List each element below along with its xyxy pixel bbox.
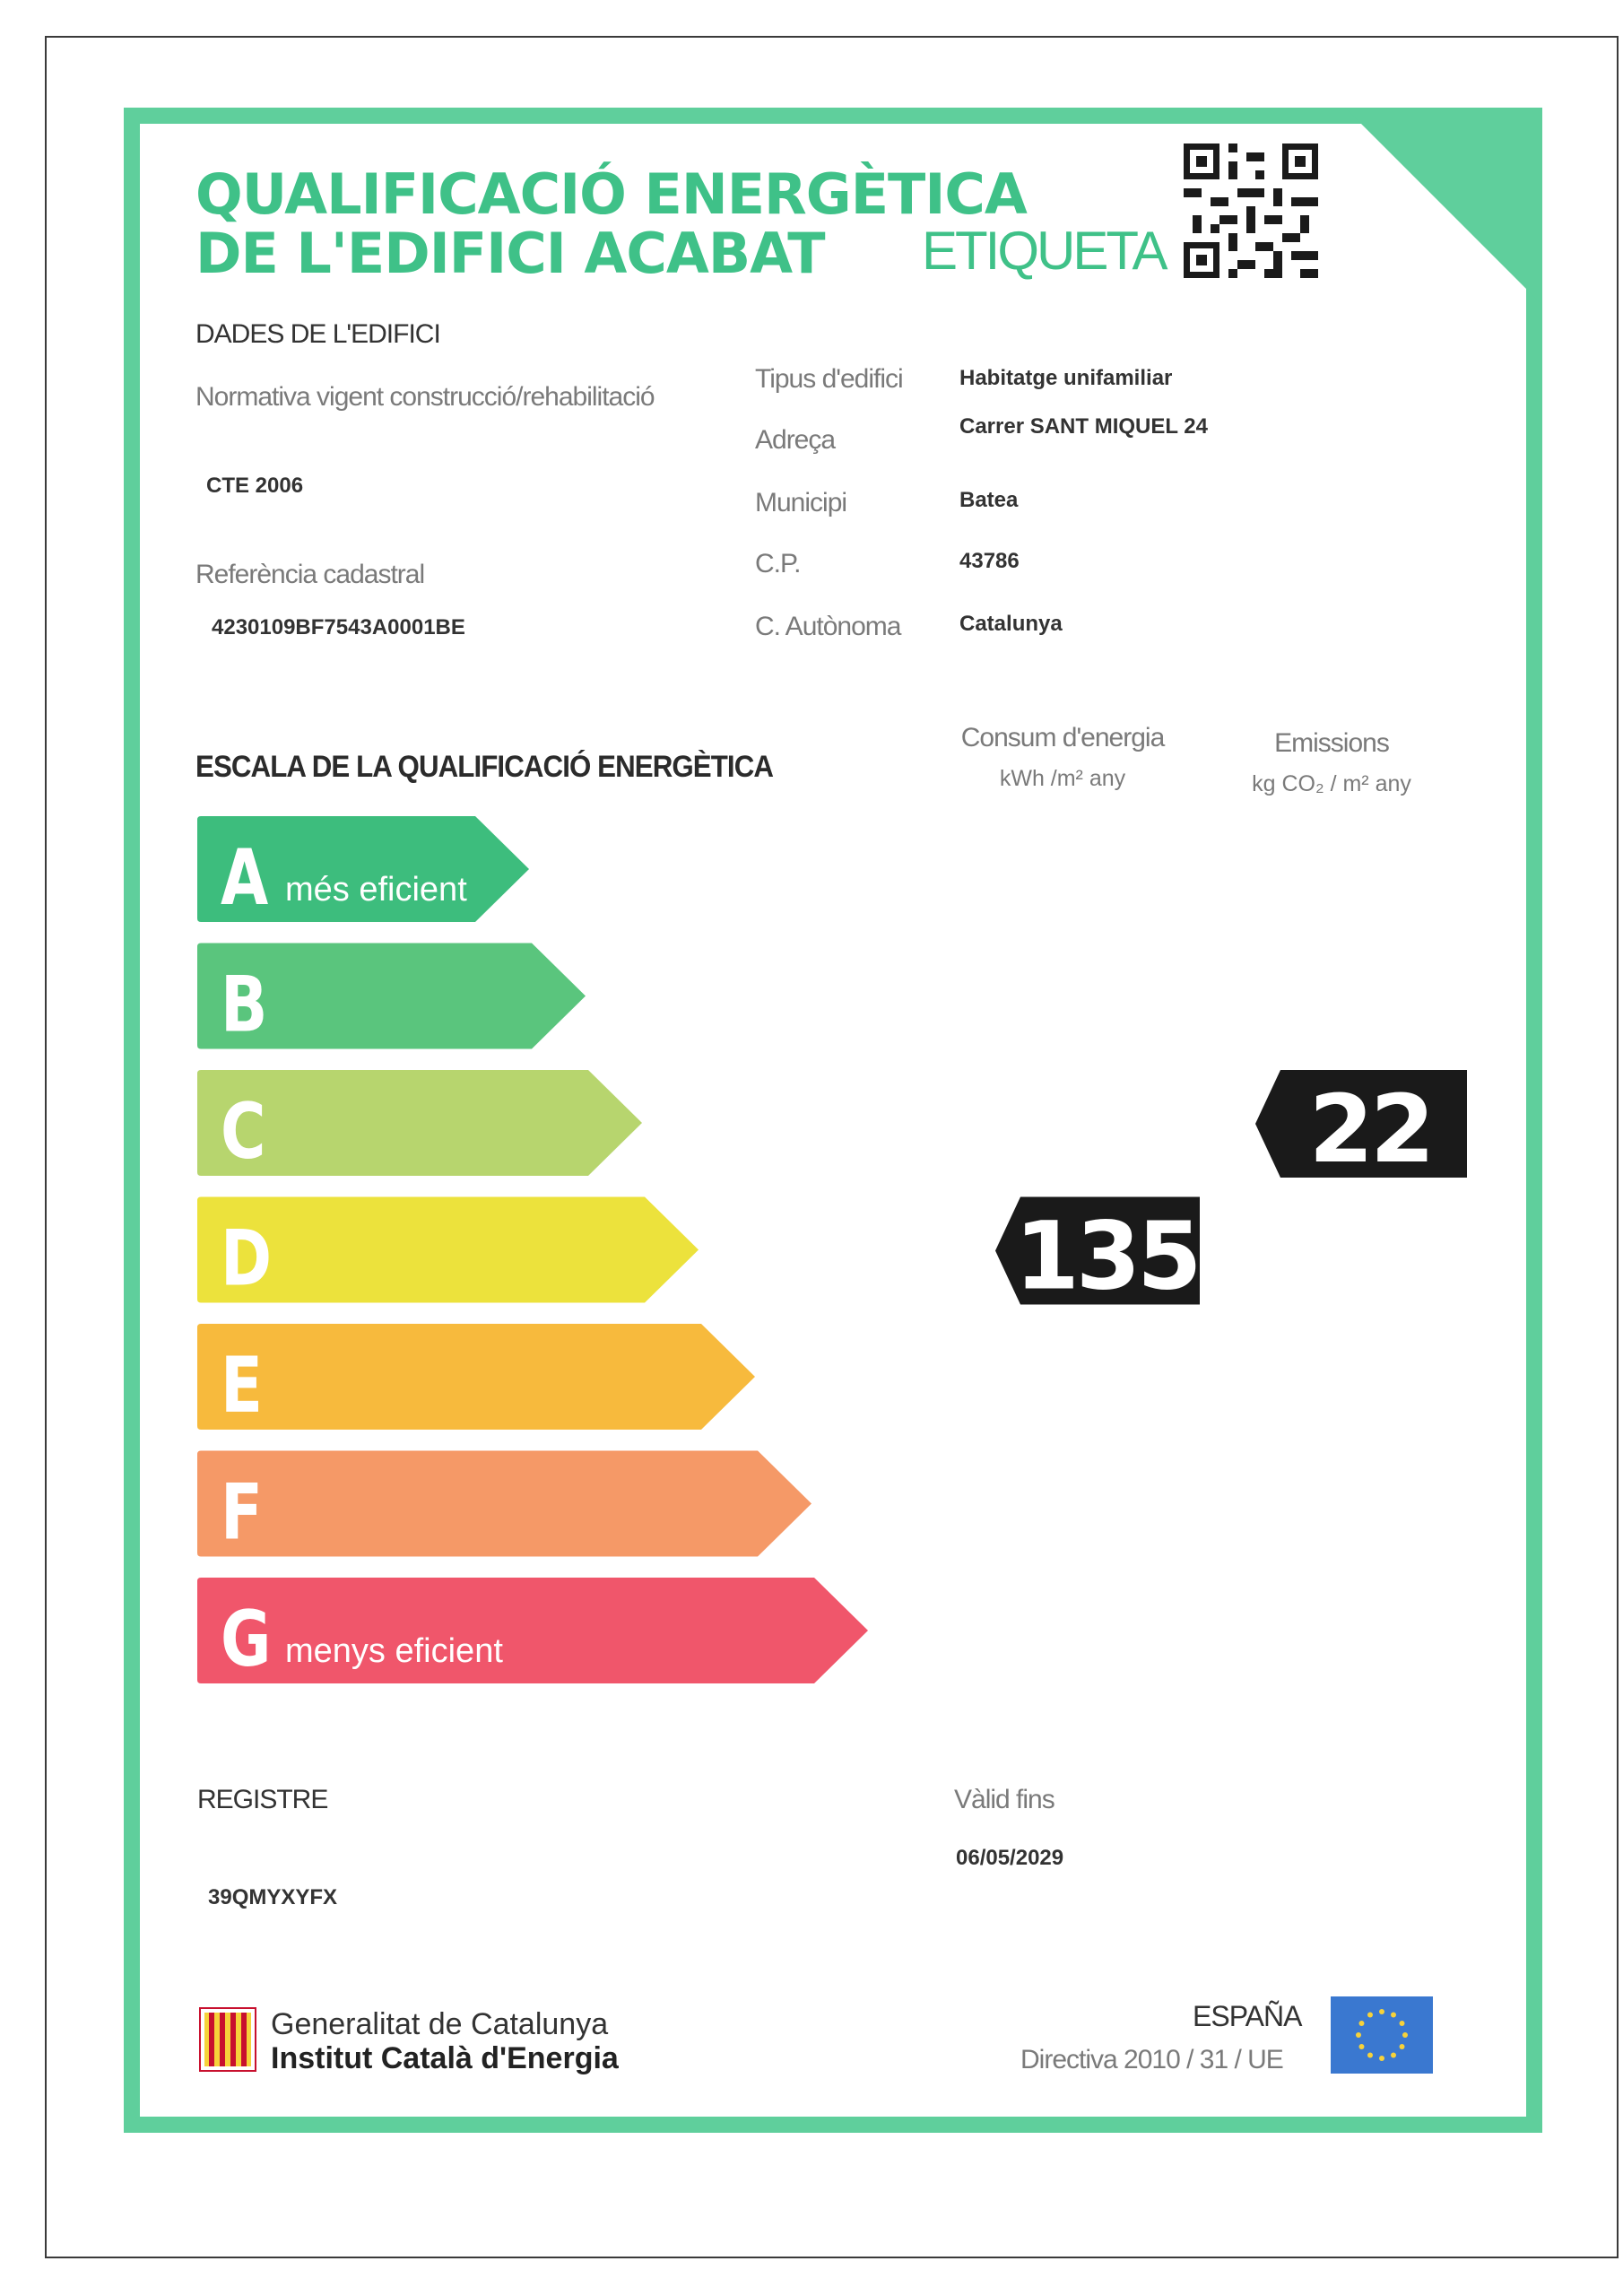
eu-star-icon [1391, 2012, 1396, 2017]
scale-title: ESCALA DE LA QUALIFICACIÓ ENERGÈTICA [195, 750, 774, 784]
scale-band-d [197, 1197, 699, 1304]
scale-band-e [197, 1324, 755, 1431]
normativa-label: Normativa vigent construcció/rehabilitació [195, 382, 655, 412]
generalitat-name: Generalitat de Catalunya [271, 2007, 609, 2041]
scale-band-caption: menys eficient [285, 1632, 503, 1670]
eu-star-icon [1367, 2053, 1373, 2058]
scale-band-a [197, 816, 529, 923]
scale-band-g [197, 1578, 868, 1684]
directiva-label: Directiva 2010 / 31 / UE [1020, 2045, 1283, 2074]
eu-star-icon [1400, 2044, 1405, 2049]
field-value-adreca: Carrer SANT MIQUEL 24 [959, 414, 1208, 439]
normativa-value: CTE 2006 [206, 474, 304, 498]
field-label-autonoma: C. Autònoma [755, 612, 901, 641]
registre-value: 39QMYXYFX [208, 1885, 338, 1909]
consum-indicator-value: 135 [1014, 1201, 1199, 1311]
scale-band-letter: D [221, 1214, 273, 1304]
field-label-cp: C.P. [755, 549, 801, 578]
cadastral-label: Referència cadastral [195, 560, 425, 589]
scale-band-b [197, 944, 586, 1050]
field-value-municipi: Batea [959, 488, 1019, 512]
scale-band-letter: F [221, 1468, 263, 1558]
scale-band-letter: B [221, 961, 268, 1050]
field-value-cp: 43786 [959, 549, 1020, 573]
scale-band-letter: G [221, 1595, 272, 1684]
registre-label: REGISTRE [197, 1785, 328, 1814]
eu-star-icon [1391, 2053, 1396, 2058]
scale-band-letter: A [221, 833, 269, 923]
eu-star-icon [1402, 2032, 1408, 2038]
title-line2: DE L'EDIFICI ACABAT [195, 221, 825, 286]
emissions-indicator-value: 22 [1308, 1074, 1432, 1184]
eu-star-icon [1358, 2044, 1364, 2049]
emissions-unit: kg CO₂ / m² any [1252, 771, 1411, 796]
eu-star-icon [1400, 2021, 1405, 2026]
etiqueta-label: ETIQUETA [922, 221, 1166, 281]
emissions-header: Emissions [1274, 728, 1389, 758]
consum-header: Consum d'energia [960, 723, 1165, 752]
field-value-tipus: Habitatge unifamiliar [959, 366, 1173, 390]
building-section-title: DADES DE L'EDIFICI [195, 319, 440, 349]
consum-unit: kWh /m² any [999, 766, 1126, 791]
eu-flag-icon [1331, 1996, 1433, 2074]
icaen-name: Institut Català d'Energia [271, 2041, 619, 2075]
eu-star-icon [1358, 2021, 1364, 2026]
title-line1: QUALIFICACIÓ ENERGÈTICA [195, 161, 1027, 227]
eu-star-icon [1379, 2009, 1384, 2014]
field-value-autonoma: Catalunya [959, 612, 1063, 636]
valid-value: 06/05/2029 [956, 1846, 1064, 1870]
valid-label: Vàlid fins [954, 1785, 1055, 1814]
scale-band-letter: E [221, 1341, 263, 1431]
consum-indicator [995, 1197, 1200, 1311]
eu-star-icon [1379, 2056, 1384, 2061]
eu-star-icon [1367, 2012, 1373, 2017]
scale-band-c [197, 1070, 642, 1177]
field-label-tipus: Tipus d'edifici [755, 364, 903, 394]
cadastral-value: 4230109BF7543A0001BE [212, 615, 465, 639]
scale-band-f [197, 1451, 812, 1558]
generalitat-logo-icon [199, 2007, 256, 2072]
espana-label: ESPAÑA [1193, 2000, 1302, 2032]
field-label-adreca: Adreça [755, 425, 836, 455]
scale-band-letter: C [221, 1087, 266, 1177]
eu-star-icon [1356, 2032, 1361, 2038]
emissions-indicator [1255, 1070, 1467, 1184]
field-label-municipi: Municipi [755, 488, 847, 517]
scale-band-caption: més eficient [285, 871, 467, 909]
